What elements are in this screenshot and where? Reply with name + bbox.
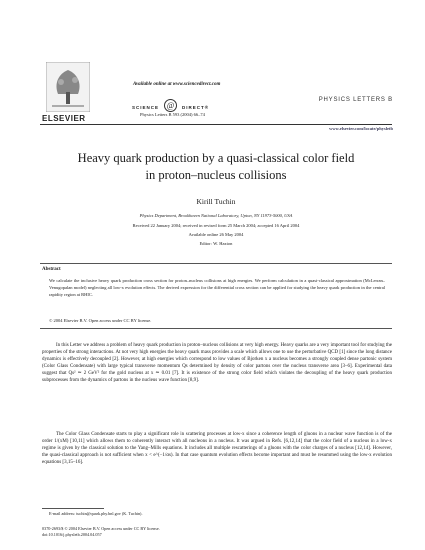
title-line-2: in proton–nucleus collisions [145, 168, 287, 182]
elsevier-logo-icon [46, 62, 90, 112]
received-dates: Received 22 January 2004; received in revised form 25 March 2004; accepted 16 April 2004 [132, 223, 300, 228]
available-online-date: Available online 26 May 2004 [188, 232, 244, 237]
sciencedirect-left: SCIENCE [132, 105, 160, 110]
footnote-divider [42, 508, 104, 509]
sciencedirect-logo [132, 96, 209, 108]
issn-block [42, 526, 160, 538]
issn-line: 0370-2693/$ © 2004 Elsevier B.V. Open access under CC BY license. [42, 526, 160, 531]
abstract-bottom-divider [40, 328, 392, 329]
doi-line[interactable]: doi:10.1016/j.physletb.2004.04.057 [42, 532, 102, 537]
article-title [40, 150, 392, 184]
at-sign-icon: @ [164, 99, 177, 112]
abstract-heading: Abstract [42, 267, 61, 272]
journal-url-link[interactable]: www.elsevier.com/locate/physletb [329, 126, 393, 131]
abstract-top-divider [40, 263, 392, 264]
editor-line: Editor: W. Haxton [199, 241, 233, 246]
journal-name: PHYSICS LETTERS B [318, 97, 393, 103]
body-paragraph-1: In this Letter we address a problem of heavy quark production in proton–nucleus collisions at very high energy. Heavy quarks are a very important tool for studying the properties of the strong interactions. At not very high energies the heavy quark mass provides a scale which allows one to use the perturbative QCD [1] since the long distance dynamics is effectively decoupled [2]. However, at high energies which correspond to low values of Bjorken x a nucleus becomes a strongly coupled dense partonic system (Color Glass Condensate) with large typical transverse momentum Qs determined by density of color partons over the nucleus transverse area [3–6]. Experimental data suggest that Qs² ≃ 2 GeV² for the gold nucleus at x ≃ 0.01 [7]. It is existence of the strong color field which violates the decoupling of the heavy quark production subprocesses from the dynamics of partons in the nucleus wave function [8,9]. [42, 343, 392, 383]
copyright-line: © 2004 Elsevier B.V. Open access under CC BY license. [49, 318, 152, 323]
author-affiliation: Physics Department, Brookhaven National Laboratory, Upton, NY 11973-5000, USA [139, 213, 293, 218]
masthead-divider [40, 124, 392, 125]
abstract-text: We calculate the inclusive heavy quark production cross section for proton–nucleus collisions at high energies. We perform calculation in a quasi-classical approximation (McLerran–Venugopalan model) neglecting all low-x evolution effects. The derived expression for the differential cross section can be applied for studying the heavy quark production in the central rapidity region at RHIC. [49, 278, 385, 297]
journal-citation: Physics Letters B 593 (2004) 66–74 [140, 112, 205, 117]
footnote-email[interactable]: E-mail address: tuchin@quark.phy.bnl.gov (K. Tuchin). [49, 511, 143, 516]
sciencedirect-right: DIRECT® [182, 105, 210, 110]
title-line-1: Heavy quark production by a quasi-classical color field [77, 151, 355, 165]
body-paragraph-2: The Color Glass Condensate starts to play a significant role in scattering processes at low-x since a coherence length of gluons in a nuclear wave function is of the order 1/(xM) [10,11] which allows them to coherently interact with all nucleons in a nucleus. It was argued in Refs. [6,12,14] that the color field of a nucleus in a low-x regime is given by the classical solution to the Yang–Mills equations. It includes all multiple rescatterings of a gluons with the color charges of a nucleus [12,14]. However, the quasi-classical approach is not sufficient when x < e^(−1/αs). In that case quantum evolution effects become important and must be resummed using the low-x evolution equations [3,15–16]. [42, 432, 392, 465]
publisher-name: ELSEVIER [42, 114, 86, 123]
author-name: Kirill Tuchin [196, 197, 236, 206]
available-online-note[interactable]: Available online at www.sciencedirect.com [133, 82, 221, 87]
